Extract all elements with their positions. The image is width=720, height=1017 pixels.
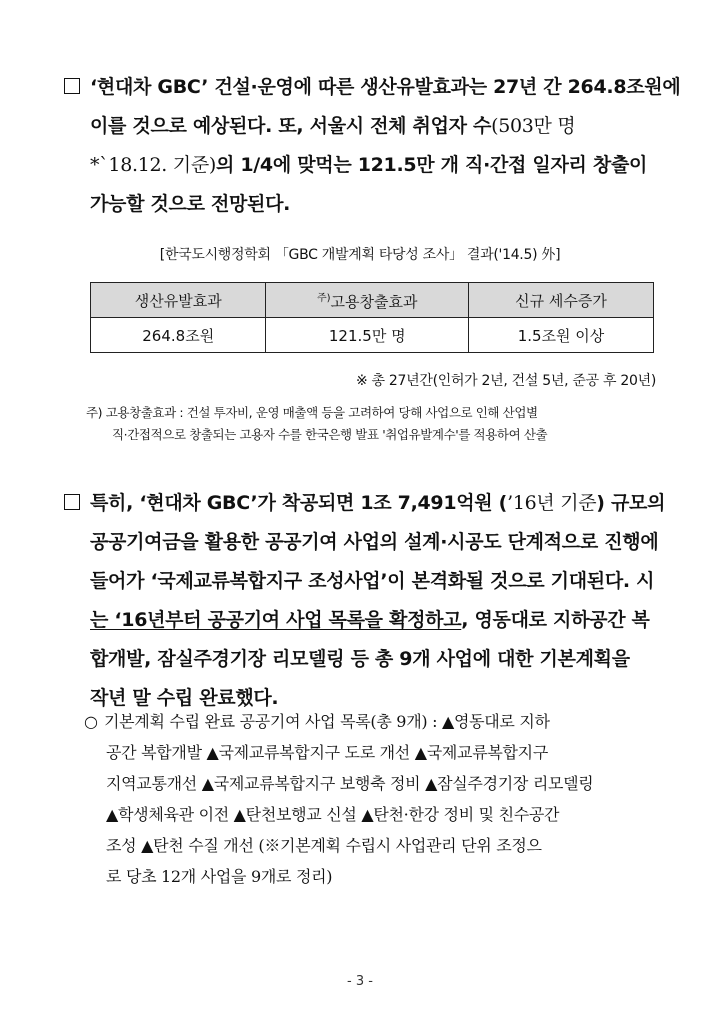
header-production: 생산유발효과 [91, 283, 266, 318]
para1-line1: ‘현대차 GBC’ 건설·운영에 따른 생산유발효과는 27년 간 264.8조원에 [90, 76, 681, 98]
table-caption: [한국도시행정학회 「GBC 개발계획 타당성 조사」 결과('14.5) 外] [159, 247, 561, 263]
para2-line1-a: 특히, ‘현대차 GBC’가 착공되면 1조 7,491억원 ( [90, 492, 508, 514]
checkbox-bullet-icon [64, 494, 80, 510]
para1-line2-a: 이를 것으로 예상된다. 또, 서울시 전체 취업자 수 [90, 115, 492, 137]
para2-line3: 들어가 ‘국제교류복합지구 조성사업’이 본격화될 것으로 기대된다. 시 [90, 570, 655, 592]
para1-line4: 가능할 것으로 전망된다. [90, 193, 291, 215]
para1-line3-a: *`18.12. 기준) [90, 154, 216, 176]
para2-line6: 작년 말 수립 완료했다. [90, 687, 279, 709]
para1-line2-b: (503만 명 [491, 115, 576, 137]
circle-bullet-icon: ○ [84, 712, 98, 731]
para2-line5: 합개발, 잠실주경기장 리모델링 등 총 9개 사업에 대한 기본계획을 [90, 648, 630, 670]
para2-line4-a: 는 ‘16년부터 공공기여 사업 목록을 확정하고 [90, 609, 462, 631]
value-employment: 121.5만 명 [266, 318, 469, 353]
value-tax: 1.5조원 이상 [469, 318, 654, 353]
paragraph-production-effect [64, 68, 681, 224]
para2-line4-b: , 영동대로 지하공간 복 [461, 609, 650, 631]
value-production: 264.8조원 [91, 318, 266, 353]
header-footnote-mark: 주) [316, 292, 331, 304]
page-number: - 3 - [347, 974, 373, 989]
para2-line1-b: ’16년 기준 [507, 492, 597, 514]
header-tax: 신규 세수증가 [469, 283, 654, 318]
table-period-note: ※ 총 27년간(인허가 2년, 건설 5년, 준공 후 20년) [355, 373, 656, 389]
checkbox-bullet-icon [64, 78, 80, 94]
paragraph-public-contribution [64, 484, 664, 718]
bullet-line: 지역교통개선 ▲국제교류복합지구 보행축 정비 ▲잠실주경기장 리모델링 [106, 774, 594, 793]
project-list-bullet [84, 706, 674, 892]
para1-line3-b: 의 1/4에 맞먹는 121.5만 개 직·간접 일자리 창출이 [216, 154, 648, 176]
bullet-line: 조성 ▲탄천 수질 개선 (※기본계획 수립시 사업관리 단위 조정으 [106, 836, 542, 855]
bullet-line: 기본계획 수립 완료 공공기여 사업 목록(총 9개) : ▲영동대로 지하 [104, 712, 550, 731]
header-employment: $^{주)}$고용창출효과 [266, 283, 469, 318]
para2-line2: 공공기여금을 활용한 공공기여 사업의 설계·시공도 단계적으로 진행에 [90, 531, 659, 553]
table-row [91, 318, 654, 353]
table-header-row [91, 283, 654, 318]
bullet-line: ▲학생체육관 이전 ▲탄천보행교 신설 ▲탄천·한강 정비 및 친수공간 [106, 805, 560, 824]
effects-table [90, 282, 654, 353]
bullet-line: 공간 복합개발 ▲국제교류복합지구 도로 개선 ▲국제교류복합지구 [106, 743, 548, 762]
footnote-line1: 주) 고용창출효과 : 건설 투자비, 운영 매출액 등을 고려하여 당해 사업으로 인해 산업별 [86, 405, 538, 420]
footnote [86, 402, 666, 446]
bullet-line: 로 당초 12개 사업을 9개로 정리) [106, 867, 333, 886]
footnote-line2: 직·간접적으로 창출되는 고용자 수를 한국은행 발표 '취업유발계수'를 적용하여 산출 [112, 427, 548, 442]
para2-line1-c: ) 규모의 [596, 492, 666, 514]
